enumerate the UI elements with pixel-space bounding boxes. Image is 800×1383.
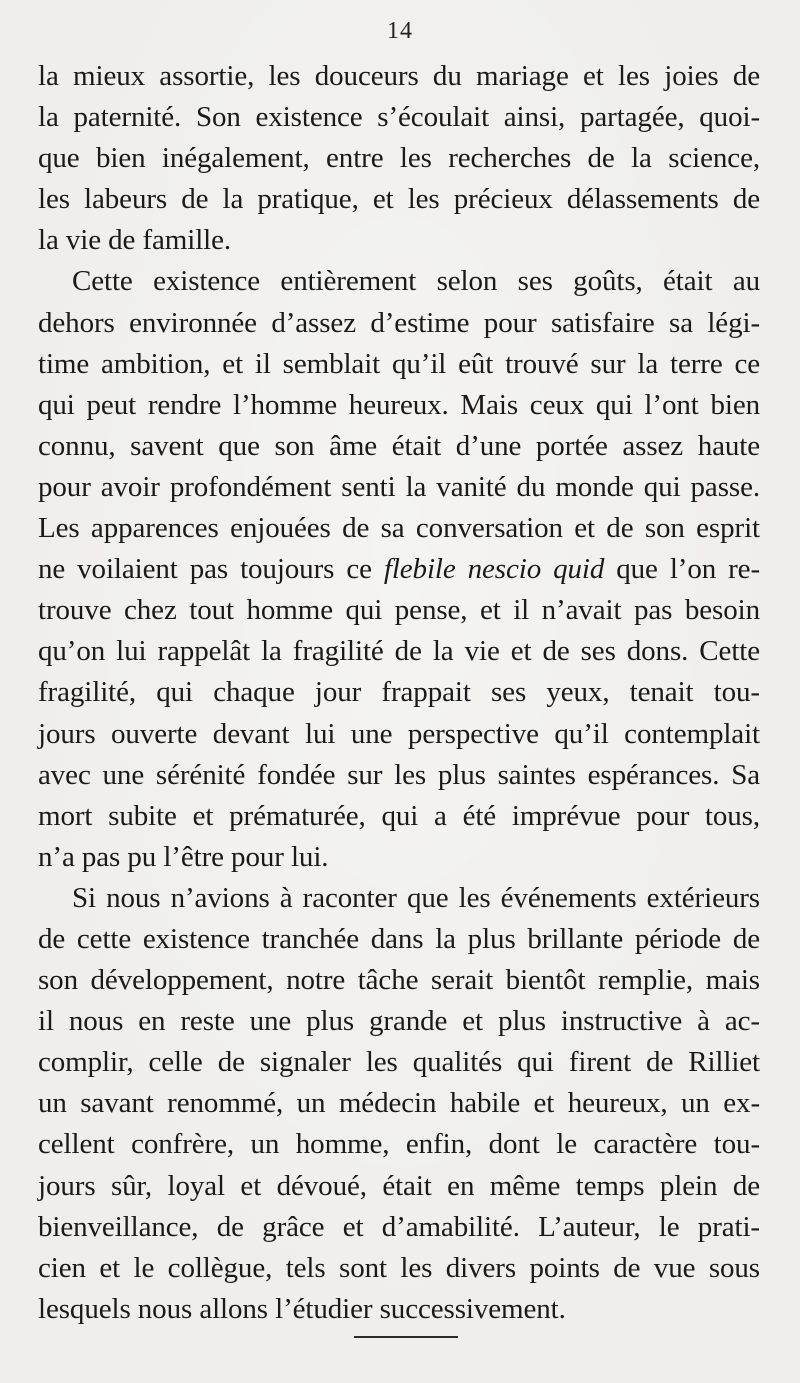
text-line: la vie de famille.: [38, 224, 232, 257]
text-line: fragilité, qui chaque jour frappait ses yeux, tenait tou-: [38, 676, 760, 709]
italic-phrase: flebile nescio quid: [383, 553, 605, 586]
text-line-with-italic: ne voilaient pas toujours ce flebile nescio quid que l’on re-: [38, 553, 761, 586]
text-line: mort subite et prématurée, qui a été imprévue pour tous,: [38, 799, 760, 832]
closing-rule: [354, 1336, 458, 1338]
text-line: Si nous n’avions à raconter que les événements extérieurs: [72, 881, 760, 914]
text-line: jours ouverte devant lui une perspective qu’il contemplait: [38, 717, 760, 750]
text-line: cellent confrère, un homme, enfin, dont le caractère tou-: [38, 1128, 760, 1161]
text-line: jours sûr, loyal et dévoué, était en même temps plein de: [38, 1169, 760, 1202]
text-line: de cette existence tranchée dans la plus brillante période de: [38, 922, 760, 955]
text-line: dehors environnée d’assez d’estime pour satisfaire sa légi-: [38, 306, 760, 339]
text-line: Les apparences enjouées de sa conversation et de son esprit: [38, 512, 760, 545]
text-line: les labeurs de la pratique, et les précieux délassements de: [38, 183, 760, 216]
text-line: n’a pas pu l’être pour lui.: [38, 840, 329, 873]
text-line: qu’on lui rappelât la fragilité de la vie et de ses dons. Cette: [38, 635, 760, 668]
text-line: qui peut rendre l’homme heureux. Mais ceux qui l’ont bien: [38, 388, 760, 421]
text-line: lesquels nous allons l’étudier successivement.: [38, 1292, 566, 1325]
text-line: avec une sérénité fondée sur les plus saintes espérances. Sa: [38, 758, 760, 791]
text-line: un savant renommé, un médecin habile et heureux, un ex-: [38, 1087, 760, 1120]
text-line: Cette existence entièrement selon ses goûts, était au: [72, 265, 760, 298]
text-line: bienveillance, de grâce et d’amabilité. L’auteur, le prati-: [38, 1210, 760, 1243]
text-line: connu, savent que son âme était d’une portée assez haute: [38, 429, 760, 462]
body-text: [38, 56, 760, 1330]
text-line: time ambition, et il semblait qu’il eût trouvé sur la terre ce: [38, 347, 760, 380]
text-line: complir, celle de signaler les qualités qui firent de Rilliet: [38, 1046, 760, 1079]
page-number: 14: [387, 18, 413, 44]
text-line: pour avoir profondément senti la vanité du monde qui passe.: [38, 470, 760, 503]
text-line: trouve chez tout homme qui pense, et il n’avait pas besoin: [38, 594, 760, 627]
text-line: il nous en reste une plus grande et plus instructive à ac-: [38, 1005, 760, 1038]
text-line: son développement, notre tâche serait bientôt remplie, mais: [38, 964, 760, 997]
text-line: que bien inégalement, entre les recherches de la science,: [38, 142, 760, 175]
text-line: la paternité. Son existence s’écoulait ainsi, partagée, quoi-: [38, 101, 760, 134]
text-line: la mieux assortie, les douceurs du mariage et les joies de: [38, 60, 760, 92]
text-line: cien et le collègue, tels sont les divers points de vue sous: [38, 1251, 760, 1284]
